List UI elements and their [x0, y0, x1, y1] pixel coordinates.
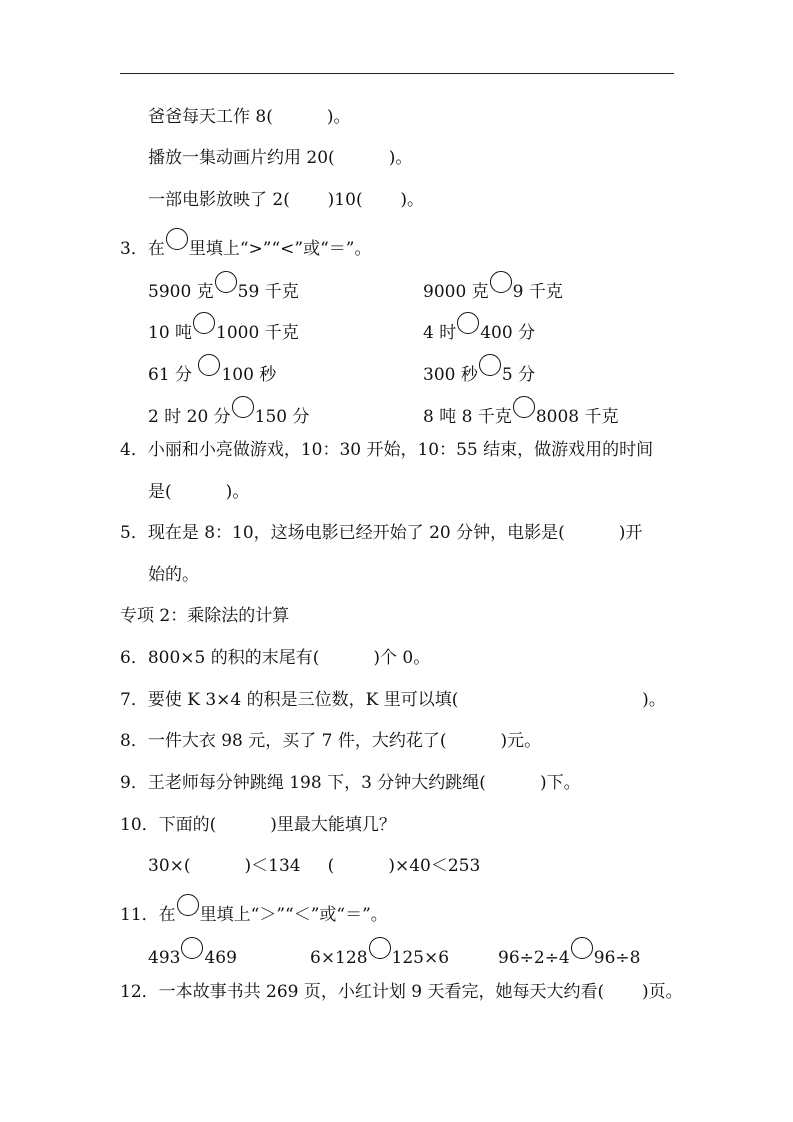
question-number: 3． — [120, 239, 148, 259]
compare-item: 96÷2÷4 96÷8 — [498, 943, 640, 968]
compare-item: 4 时 400 分 — [423, 318, 535, 343]
question-10-line2: 30×( )＜134 ( )×40＜253 — [148, 856, 481, 876]
stem-pre: 在 — [158, 905, 176, 925]
question-4-line1: 4．小丽和小亮做游戏，10：30 开始，10：55 结束，做游戏用的时间 — [120, 440, 654, 460]
compare-circle[interactable] — [215, 271, 237, 293]
compare-circle[interactable] — [513, 396, 535, 418]
compare-item: 300 秒 5 分 — [423, 360, 535, 385]
stem-post: 里填上“>”“<”或“＝”。 — [188, 239, 372, 259]
compare-item: 6×128 125×6 — [310, 943, 449, 968]
compare-circle[interactable] — [232, 396, 254, 418]
compare-item: 493 469 — [148, 943, 237, 968]
question-11-stem — [120, 900, 388, 925]
compare-item: 10 吨 1000 千克 — [148, 318, 299, 343]
section-title: 专项 2：乘除法的计算 — [120, 606, 290, 626]
compare-circle[interactable] — [571, 937, 593, 959]
compare-item: 2 时 20 分 150 分 — [148, 402, 310, 427]
compare-circle[interactable] — [181, 937, 203, 959]
compare-circle[interactable] — [479, 354, 501, 376]
compare-item: 8 吨 8 千克 8008 千克 — [423, 402, 619, 427]
compare-item: 61 分 100 秒 — [148, 360, 276, 385]
question-7: 7．要使 K 3×4 的积是三位数，K 里可以填( )。 — [120, 690, 666, 710]
question-9: 9．王老师每分钟跳绳 198 下，3 分钟大约跳绳( )下。 — [120, 773, 581, 793]
compare-circle[interactable] — [369, 937, 391, 959]
question-5-line2: 始的。 — [148, 565, 199, 585]
header-rule — [120, 73, 674, 74]
question-8: 8．一件大衣 98 元，买了 7 件，大约花了( )元。 — [120, 731, 542, 751]
line-cartoon: 播放一集动画片约用 20( )。 — [148, 148, 413, 168]
compare-circle[interactable] — [193, 312, 215, 334]
question-10-line1: 10．下面的( )里最大能填几？ — [120, 815, 396, 835]
question-6: 6．800×5 的积的末尾有( )个 0。 — [120, 648, 431, 668]
line-work-hours: 爸爸每天工作 8( )。 — [148, 107, 351, 127]
question-12: 12．一本故事书共 269 页，小红计划 9 天看完，她每天大约看( )页。 — [120, 982, 683, 1002]
compare-circle[interactable] — [457, 312, 479, 334]
stem-pre: 在 — [147, 239, 165, 259]
compare-circle[interactable] — [198, 354, 220, 376]
compare-item: 9000 克 9 千克 — [423, 277, 563, 302]
compare-circle[interactable] — [177, 894, 199, 916]
question-5-line1: 5．现在是 8：10，这场电影已经开始了 20 分钟，电影是( )开 — [120, 523, 643, 543]
question-number: 11． — [120, 905, 159, 925]
question-4-line2: 是( )。 — [148, 482, 250, 502]
line-movie: 一部电影放映了 2( )10( )。 — [148, 190, 425, 210]
stem-post: 里填上“＞”“＜”或“＝”。 — [199, 905, 388, 925]
question-3-stem — [120, 234, 371, 259]
compare-item: 5900 克 59 千克 — [148, 277, 299, 302]
compare-circle[interactable] — [490, 271, 512, 293]
compare-circle[interactable] — [166, 228, 188, 250]
